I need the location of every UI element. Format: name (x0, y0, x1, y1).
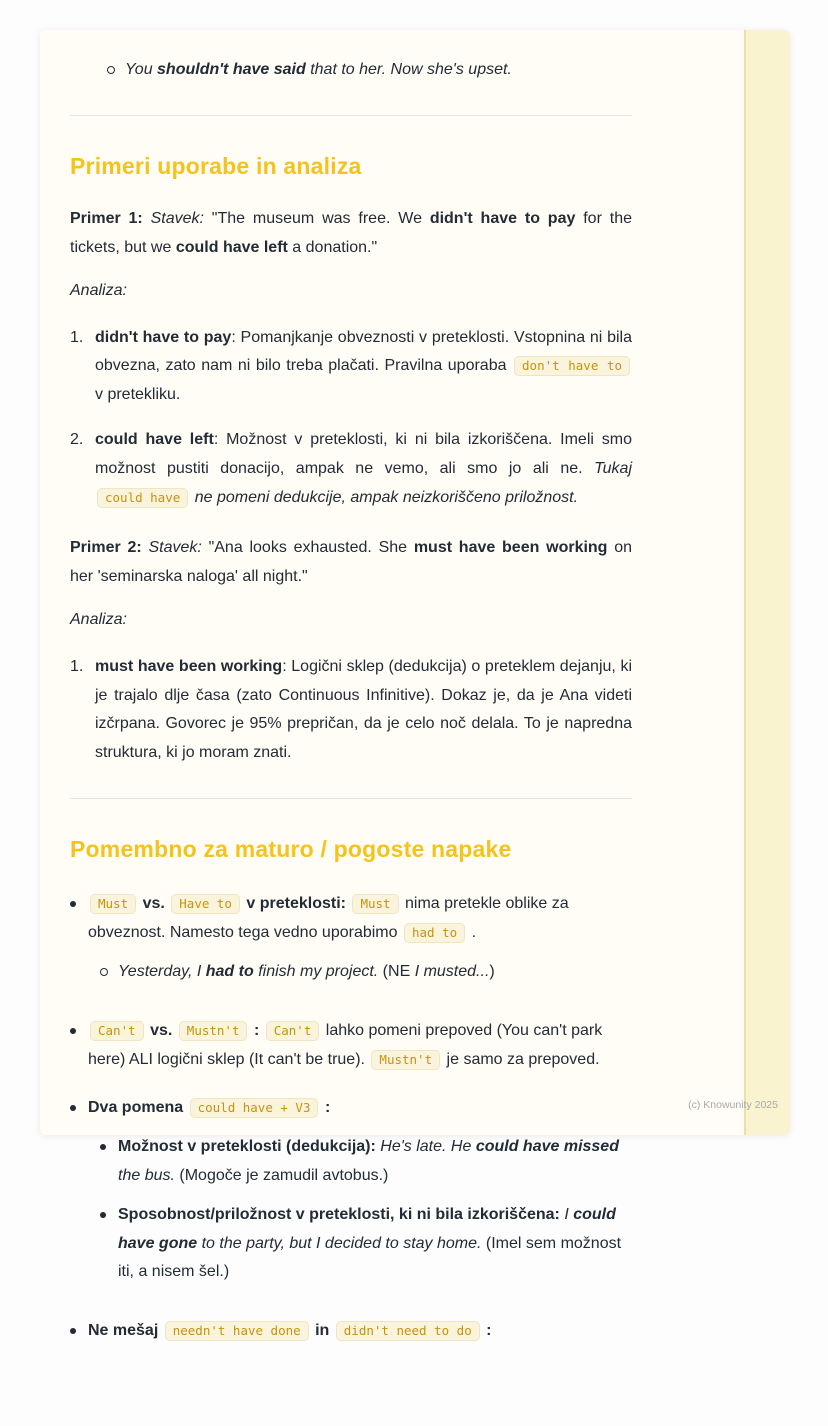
text-segment: could have left (95, 430, 214, 448)
text-segment: on her 'seminarska naloga' all night." (70, 539, 633, 586)
text-segment: didn't have to pay (95, 328, 232, 346)
text-segment: finish my project. (253, 962, 379, 980)
disc-bullet-marker (70, 1328, 76, 1334)
list-item (70, 1017, 632, 1075)
text-segment: je samo za prepoved. (442, 1050, 600, 1068)
list-item (100, 958, 632, 987)
text-segment: shouldn't have said (157, 61, 306, 78)
list-number: 1. (70, 657, 84, 675)
inline-code-chip: Mustn't (179, 1021, 248, 1041)
list-number: 1. (70, 328, 84, 346)
text-segment: Možnost v preteklosti (dedukcija): (118, 1138, 376, 1156)
text-segment: the bus. (118, 1166, 175, 1184)
text-segment (143, 210, 151, 227)
disc-bullet-marker (70, 1105, 76, 1111)
inline-code-chip: don't have to (514, 356, 630, 376)
text-segment: He's late. He (380, 1138, 476, 1156)
bullet-dva-pomena (88, 1094, 632, 1297)
text-segment: : Pomanjkanje obveznosti v preteklosti. Vstopnina ni bila obvezna, zato nam ni bilo treba plačati. Pravilna uporaba (95, 328, 632, 375)
intro-list-item-text (125, 56, 632, 85)
label-analiza-1: Analiza: (70, 281, 127, 299)
disc-bullet-marker (70, 901, 76, 907)
list-item-text (95, 653, 632, 768)
sub-list (100, 1133, 632, 1287)
footer-copyright: (c) Knowunity 2025 (688, 1099, 778, 1111)
circle-bullet-marker (107, 66, 115, 74)
circle-bullet-marker (100, 968, 108, 976)
text-segment: : (253, 1021, 260, 1039)
text-segment: Tukaj (594, 459, 632, 477)
text-segment: . (467, 924, 477, 942)
bullet-list (70, 890, 632, 1346)
disc-bullet-marker (100, 1144, 106, 1150)
text-segment: I musted... (414, 962, 490, 980)
list-item-text (95, 324, 632, 410)
text-segment (329, 1322, 333, 1339)
text-segment: a donation." (287, 238, 378, 256)
inline-code-chip: Mustn't (371, 1050, 440, 1070)
text-segment: Sposobnost/priložnost v preteklosti, ki ni bila izkoriščena: (118, 1205, 560, 1223)
text-segment: Stavek: (150, 210, 204, 228)
text-segment: I (564, 1205, 574, 1223)
sub-bullet-text (118, 1133, 632, 1191)
paragraph-primer-2 (70, 534, 632, 592)
bullet-text (88, 890, 632, 948)
list-item (70, 1094, 632, 1297)
list-item (70, 324, 632, 410)
text-segment (158, 1322, 162, 1339)
text-segment: Yesterday, I (118, 962, 206, 980)
inline-code-chip: Can't (90, 1021, 144, 1041)
inline-code-chip: Must (90, 894, 136, 914)
text-segment: ne pomeni dedukcije, ampak neizkoriščeno priložnost. (190, 488, 579, 506)
paragraph-primer-1 (70, 205, 632, 263)
text-segment: for the tickets, but we (70, 210, 632, 256)
sub-bullet-text (118, 1201, 632, 1287)
section-heading-pomembno: Pomembno za maturo / pogoste napake (70, 835, 512, 862)
text-segment (259, 1022, 263, 1039)
text-segment: vs. (150, 1021, 173, 1039)
text-segment: could have gone (118, 1205, 616, 1252)
inline-code-chip: didn't need to do (336, 1321, 480, 1341)
divider (70, 115, 632, 116)
text-segment: nima pretekle oblike za obveznost. Namesto tega vedno uporabimo (88, 895, 569, 942)
text-segment: Dva pomena (88, 1099, 188, 1117)
inline-code-chip: needn't have done (165, 1321, 309, 1341)
bullet-must-vs-haveto (88, 890, 632, 996)
document-content (40, 30, 790, 1426)
text-segment: in (315, 1322, 330, 1340)
list-item (70, 890, 632, 996)
text-segment: Stavek: (148, 539, 202, 557)
text-segment (346, 895, 350, 912)
inline-code-chip: Must (352, 894, 398, 914)
text-segment: Ne mešaj (88, 1322, 159, 1340)
text-segment: : (324, 1099, 331, 1117)
text-segment: Primer 1: (70, 210, 143, 228)
intro-list-item (107, 56, 632, 85)
list-number: 2. (70, 430, 84, 448)
text-segment: (NE (378, 962, 415, 980)
text-segment: "Ana looks exhausted. She (201, 539, 414, 557)
bullet-text (88, 1094, 632, 1123)
text-segment (165, 895, 169, 912)
inline-code-chip: Can't (266, 1021, 320, 1041)
text-segment: had to (205, 962, 254, 980)
document-page (40, 30, 790, 1340)
text-segment: could have left (175, 238, 288, 256)
text-segment: v pretekliku. (95, 386, 181, 404)
section-heading-primeri: Primeri uporabe in analiza (70, 152, 362, 179)
inline-code-chip: could have (97, 488, 188, 508)
list-item (70, 1317, 632, 1346)
text-segment: (Imel sem možnost iti, a nisem šel.) (118, 1234, 622, 1281)
inline-code-chip: had to (404, 923, 465, 943)
text-segment (172, 1022, 176, 1039)
text-segment: : (486, 1322, 492, 1340)
text-segment: to the party, but I decided to stay home. (197, 1234, 482, 1252)
text-segment: (Mogoče je zamudil avtobus.) (174, 1166, 389, 1184)
bullet-ne-mesaj (88, 1317, 632, 1346)
text-segment: : Možnost v preteklosti, ki ni bila izkoriščena. Imeli smo možnost pustiti donacijo, ampak ne vemo, ali smo jo ali ne. (95, 430, 633, 477)
text-segment: vs. (142, 895, 165, 913)
text-segment: You (125, 61, 158, 78)
text-segment: v preteklosti: (246, 895, 346, 913)
sub-list (100, 958, 632, 987)
text-segment: could have missed (475, 1138, 619, 1156)
label-analiza-2: Analiza: (70, 610, 127, 628)
bullet-cant-vs-mustnt (88, 1017, 632, 1075)
list-item (70, 426, 632, 512)
text-segment: that to her. Now she's upset. (305, 61, 512, 78)
text-segment: Primer 2: (70, 539, 142, 557)
list-item (100, 1133, 632, 1191)
text-segment: ) (489, 962, 495, 980)
ordered-list-2 (70, 653, 632, 768)
text-segment: "The museum was free. We (203, 210, 430, 228)
sub-bullet-text (118, 958, 632, 987)
list-item (100, 1201, 632, 1287)
inline-code-chip: could have + V3 (190, 1098, 319, 1118)
disc-bullet-marker (70, 1028, 76, 1034)
text-segment: didn't have to pay (429, 210, 576, 228)
text-segment: : Logični sklep (dedukcija) o preteklem dejanju, ki je trajalo dlje časa (zato Continuous Infinitive). Dokaz je, da je Ana videti izčrpana. Govorec je 95% prepričan, da je celo noč delala. To je napredna struktura, ki jo moram znati. (95, 657, 633, 762)
text-segment: must have been working (413, 539, 608, 557)
ordered-list-1 (70, 324, 632, 513)
text-segment: lahko pomeni prepoved (You can't park here) ALI logični sklep (It can't be true). (88, 1021, 603, 1068)
text-segment: must have been working (95, 657, 283, 675)
divider (70, 798, 632, 799)
list-item (70, 653, 632, 768)
list-item-text (95, 426, 632, 512)
disc-bullet-marker (100, 1212, 106, 1218)
inline-code-chip: Have to (171, 894, 240, 914)
